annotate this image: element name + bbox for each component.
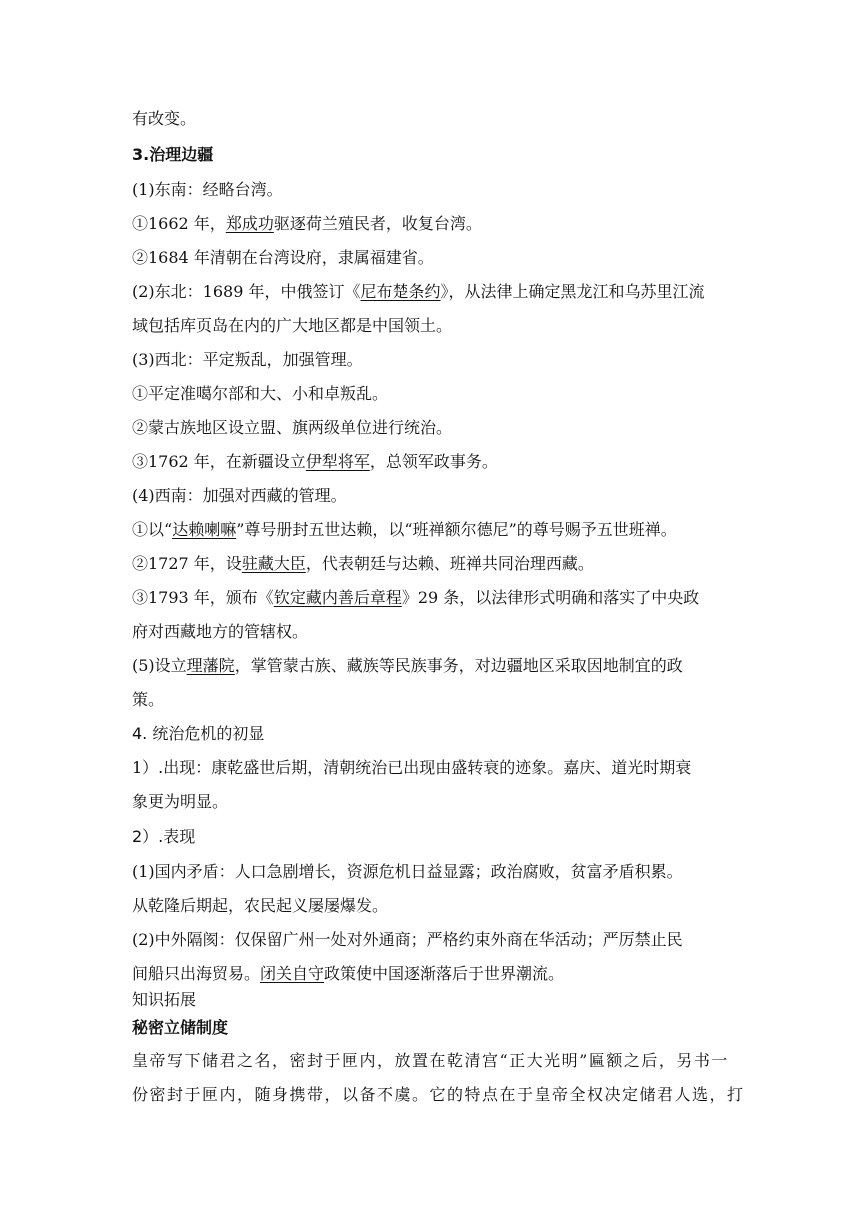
text-line: 皇帝写下储君之名，密封于匣内，放置在乾清宫“正大光明”匾额之后，另书一 [132, 1051, 729, 1070]
text-line: 策。 [132, 690, 165, 709]
text-span: ，代表朝廷与达赖、班禅共同治理西藏。 [305, 554, 594, 573]
text-line: 域包括库页岛在内的广大地区都是中国领土。 [132, 316, 453, 335]
text-line: 从乾隆后期起，农民起义屡屡爆发。 [132, 896, 389, 915]
text-line [132, 587, 699, 609]
underlined-term: 钦定藏内善后章程 [273, 588, 402, 607]
section-heading-frontier: 3.治理边疆 [132, 145, 214, 164]
text-line: (2)中外隔阂：仅保留广州一处对外通商；严格约束外商在华活动；严厉禁止民 [132, 930, 683, 949]
text-line [132, 213, 482, 235]
text-span: ，总领军政事务。 [369, 452, 498, 471]
text-line: (4)西南：加强对西藏的管理。 [132, 486, 347, 505]
underlined-term: 尼布楚条约 [360, 282, 441, 301]
text-span: ②1727 年，设 [132, 554, 242, 573]
text-span: ③1793 年，颁布《 [132, 588, 274, 607]
text-line [132, 553, 594, 575]
text-span: 政策使中国逐渐落后于世界潮流。 [324, 964, 565, 983]
text-line [132, 655, 683, 677]
underlined-term: 达赖喇嘛 [172, 520, 237, 539]
underlined-term: 郑成功 [225, 214, 274, 233]
text-span: ”尊号册封五世达赖，以“班禅额尔德尼”的尊号赐予五世班禅。 [236, 520, 677, 539]
text-span: ③1762 年，在新疆设立 [132, 452, 306, 471]
text-line [132, 281, 705, 303]
text-line: ①平定准噶尔部和大、小和卓叛乱。 [132, 384, 389, 403]
text-line: ②蒙古族地区设立盟、旗两级单位进行统治。 [132, 418, 453, 437]
text-line [132, 451, 498, 473]
text-line: (1)东南：经略台湾。 [132, 180, 283, 199]
text-span: 间船只出海贸易。 [132, 964, 261, 983]
knowledge-extension-heading: 知识拓展 [132, 990, 197, 1009]
text-line: 象更为明显。 [132, 792, 229, 811]
text-span: 》，从法律上确定黑龙江和乌苏里江流 [440, 282, 705, 301]
text-span: ①1662 年， [132, 214, 226, 233]
text-line [132, 963, 564, 985]
section-heading-crisis: 4. 统治危机的初显 [132, 724, 265, 743]
text-line: (3)西北：平定叛乱，加强管理。 [132, 350, 363, 369]
underlined-term: 伊犁将军 [305, 452, 370, 471]
text-span: ①以“ [132, 520, 173, 539]
text-span: 》29 条，以法律形式明确和落实了中央政 [401, 588, 700, 607]
text-span: ，掌管蒙古族、藏族等民族事务，对边疆地区采取因地制宜的政 [234, 656, 683, 675]
underlined-term: 驻藏大臣 [241, 554, 306, 573]
secret-succession-heading: 秘密立储制度 [132, 1018, 229, 1037]
text-line: 份密封于匣内，随身携带，以备不虞。它的特点在于皇帝全权决定储君人选，打 [132, 1085, 745, 1104]
text-span: (5)设立 [132, 656, 187, 675]
underlined-term: 闭关自守 [260, 964, 325, 983]
underlined-term: 理藩院 [186, 656, 235, 675]
text-line [132, 519, 677, 541]
subheading-manifestation: 2）.表现 [132, 827, 196, 846]
text-span: (2)东北：1689 年，中俄签订《 [132, 282, 361, 301]
text-span: 驱逐荷兰殖民者，收复台湾。 [273, 214, 482, 233]
text-line: (1)国内矛盾：人口急剧增长，资源危机日益显露；政治腐败，贫富矛盾积累。 [132, 862, 683, 881]
text-line: ②1684 年清朝在台湾设府，隶属福建省。 [132, 248, 434, 267]
text-line: 府对西藏地方的管辖权。 [132, 622, 309, 641]
text-line: 有改变。 [132, 109, 197, 128]
text-line: 1）.出现：康乾盛世后期，清朝统治已出现由盛转衰的迹象。嘉庆、道光时期衰 [132, 758, 692, 777]
